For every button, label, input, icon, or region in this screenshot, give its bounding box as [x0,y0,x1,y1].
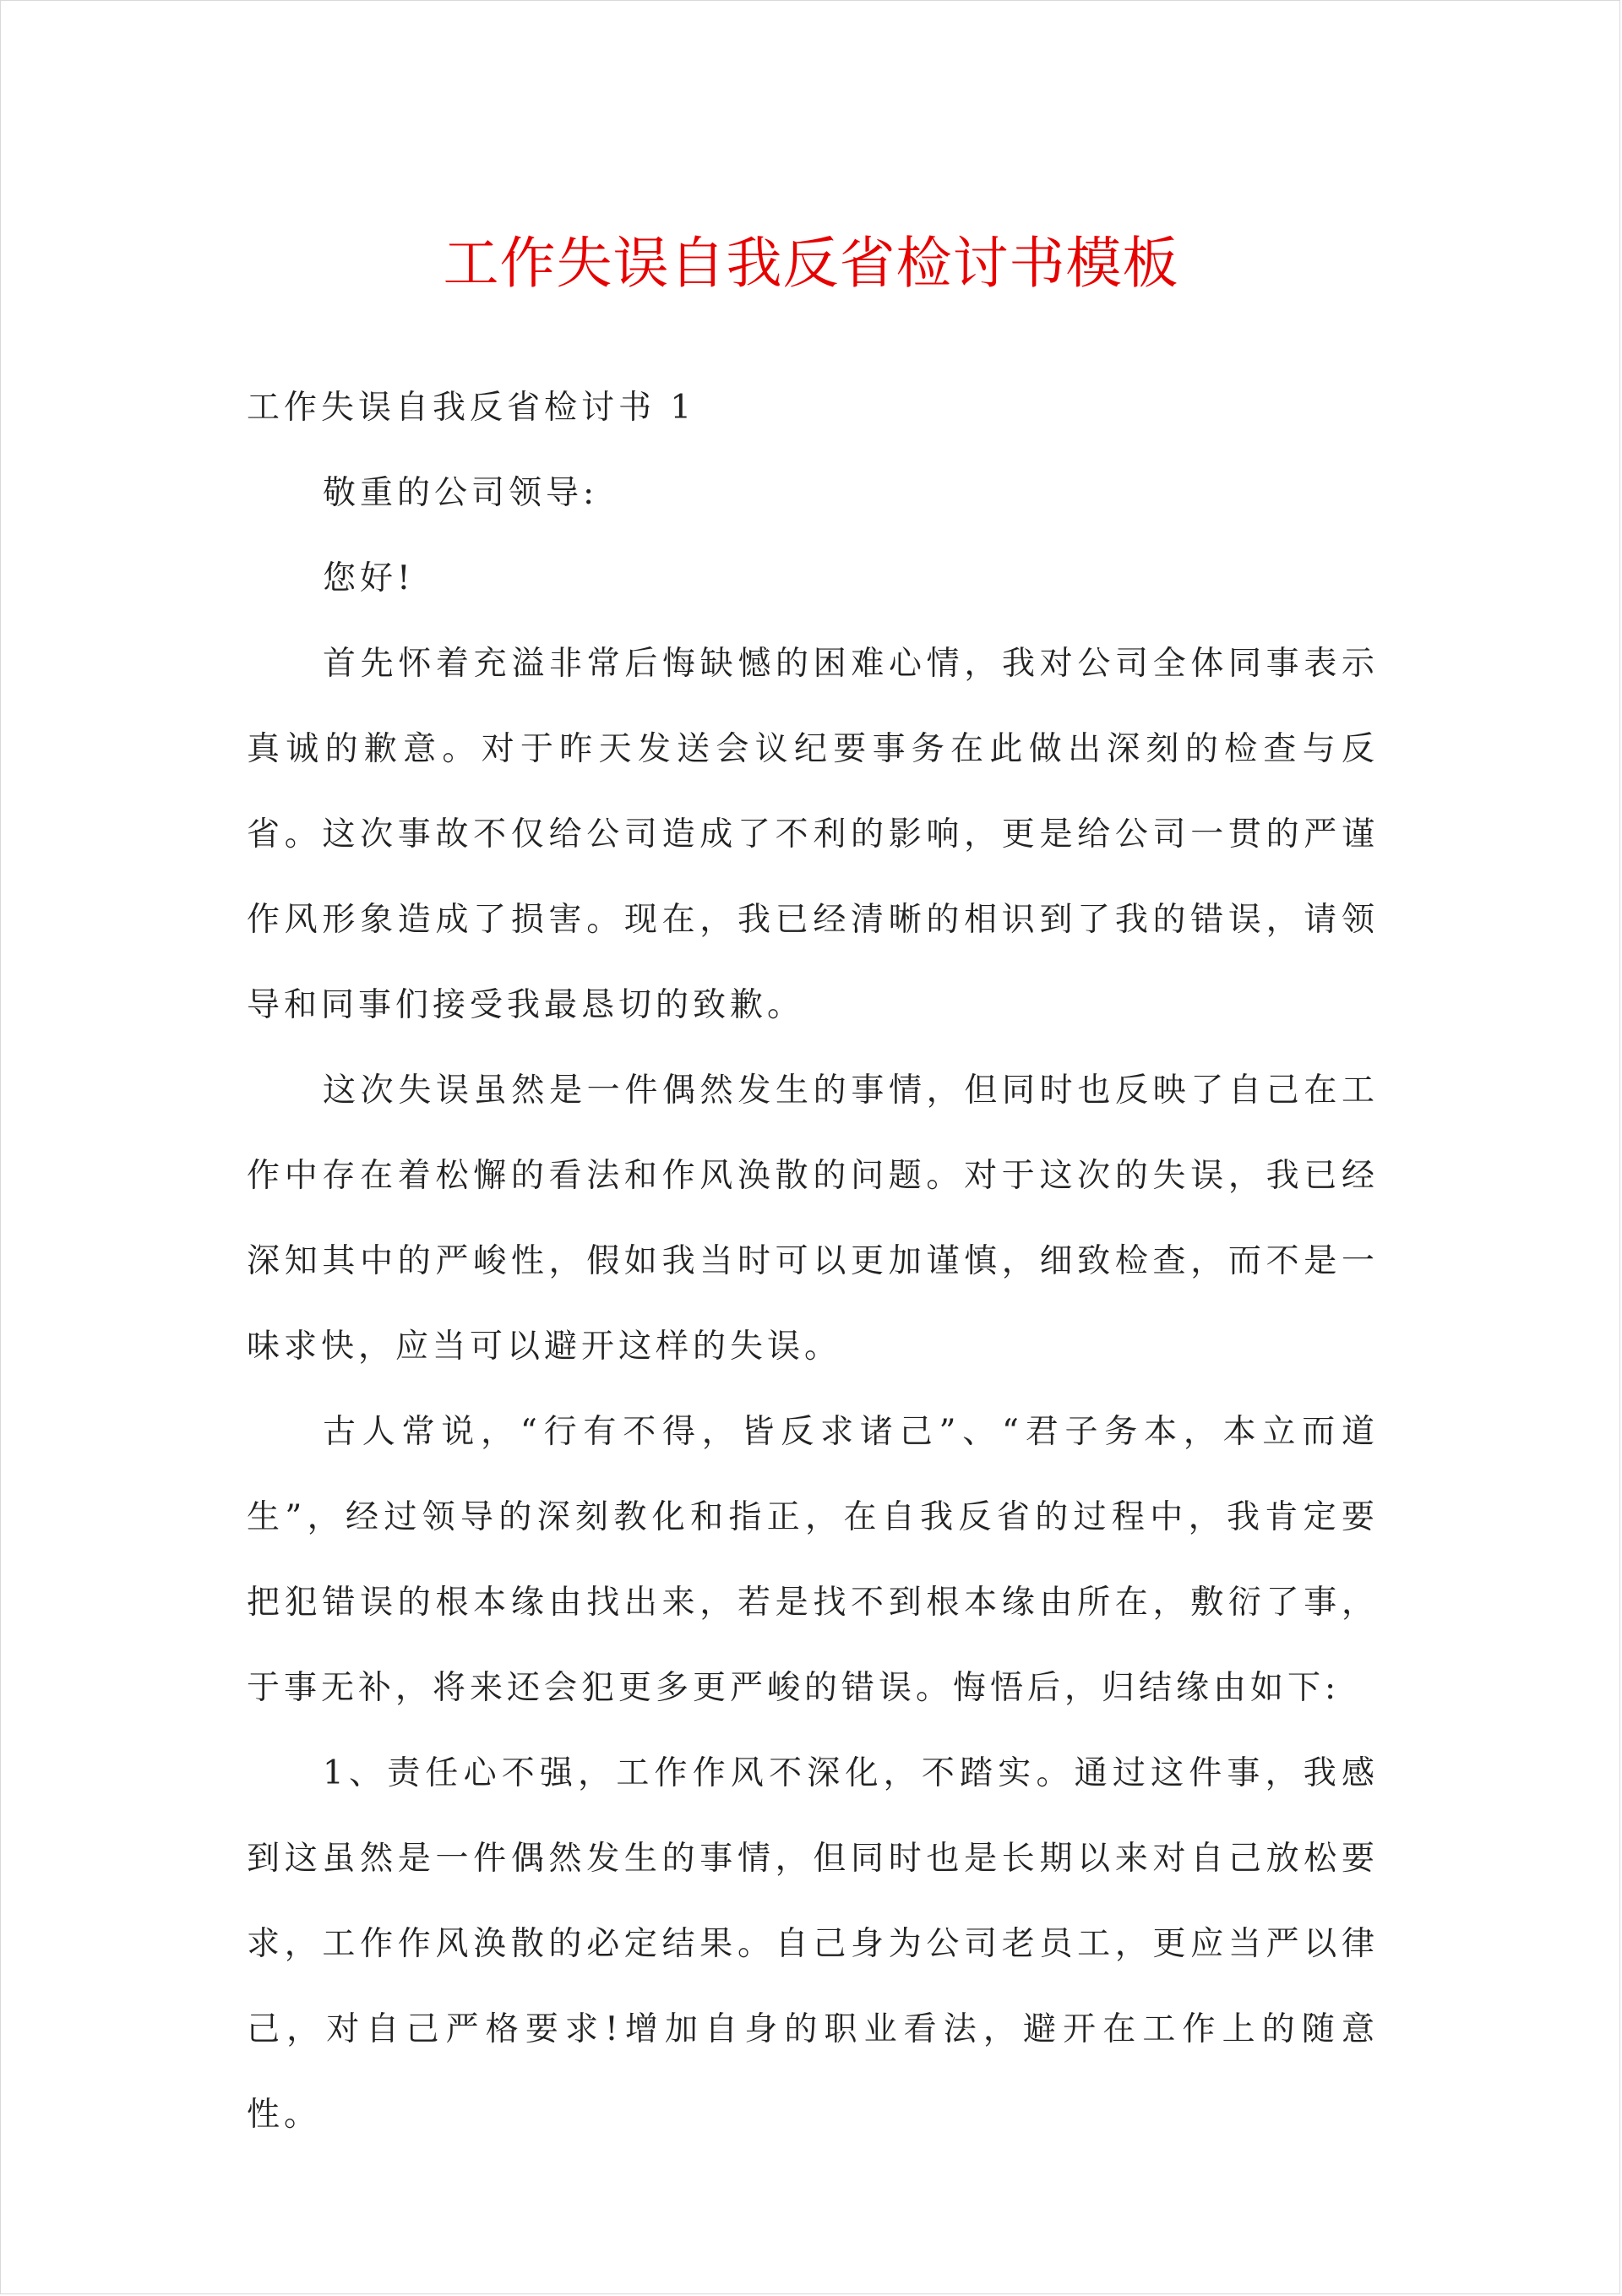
body-paragraph: 首先怀着充溢非常后悔缺憾的困难心情，我对公司全体同事表示真诚的歉意。对于昨天发送会议纪要事务在此做出深刻的检查与反省。这次事故不仅给公司造成了不利的影响，更是给公司一贯的严谨作风形象造成了损害。现在，我已经清晰的相识到了我的错误，请领导和同事们接受我最恳切的致歉。 [247,645,1379,1024]
body-paragraph: 古人常说，“行有不得，皆反求诸己”、“君子务本，本立而道生”，经过领导的深刻教化和指正，在自我反省的过程中，我肯定要把犯错误的根本缘由找出来，若是找不到根本缘由所在，敷衍了事，于事无补，将来还会犯更多更严峻的错误。悔悟后，归结缘由如下: [247,1413,1379,1707]
section-heading: 工作失误自我反省检讨书 1 [247,389,696,427]
greeting: 您好! [323,559,415,597]
document-title: 工作失误自我反省检讨书模板 [443,231,1179,296]
body-paragraph: 这次失误虽然是一件偶然发生的事情，但同时也反映了自己在工作中存在着松懈的看法和作风涣散的问题。对于这次的失误，我已经深知其中的严峻性，假如我当时可以更加谨慎，细致检查，而不是一味求快，应当可以避开这样的失误。 [247,1072,1379,1366]
body-paragraph: 1、责任心不强，工作作风不深化，不踏实。通过这件事，我感到这虽然是一件偶然发生的事情，但同时也是长期以来对自己放松要求，工作作风涣散的必定结果。自己身为公司老员工，更应当严以律己，对自己严格要求!增加自身的职业看法，避开在工作上的随意性。 [247,1754,1379,2134]
salutation: 敬重的公司领导: [323,474,599,512]
document-body [247,365,1379,2157]
